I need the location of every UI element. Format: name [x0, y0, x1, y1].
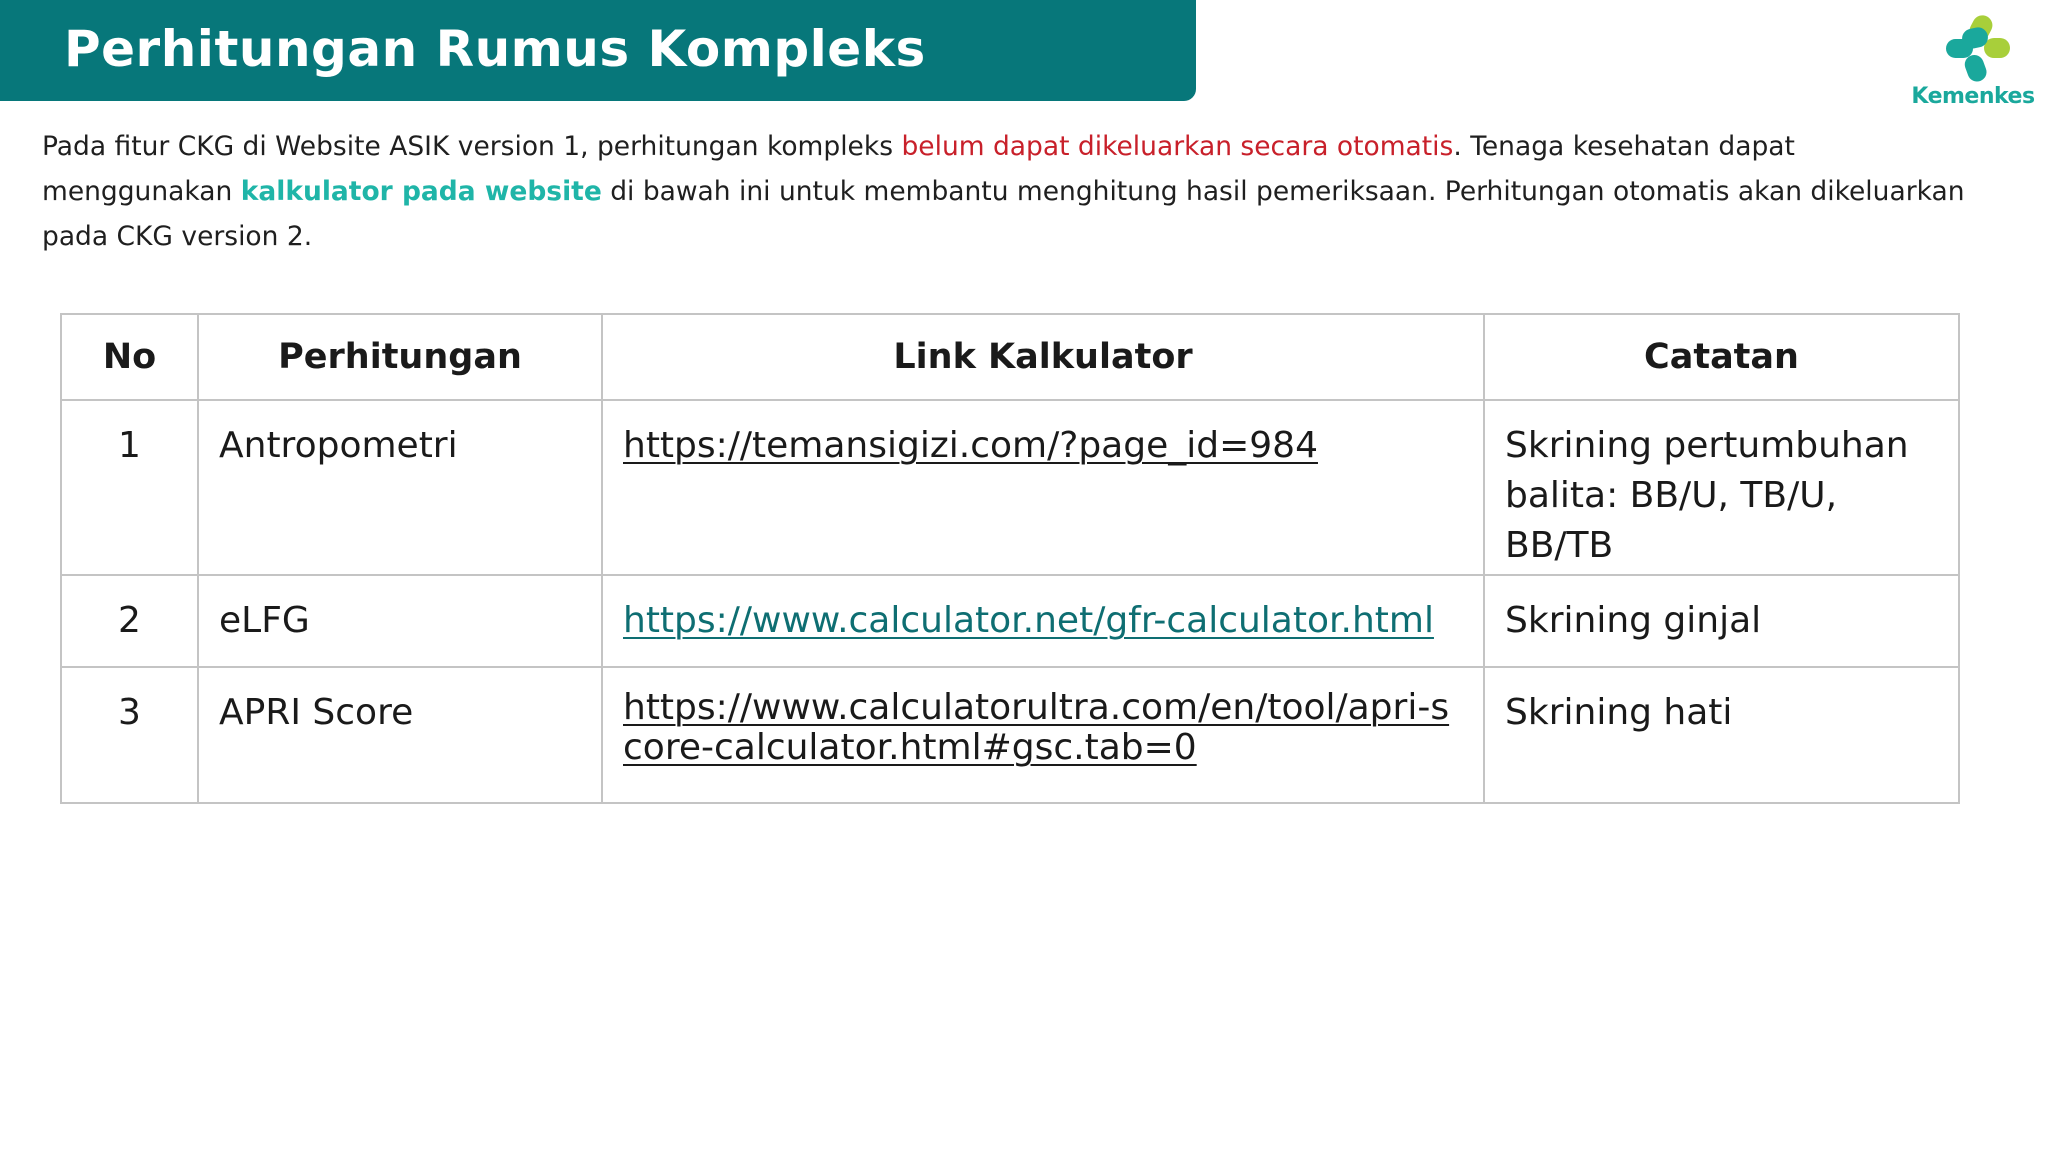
calculator-table [60, 313, 1960, 804]
intro-paragraph [42, 124, 1992, 259]
header-no: No [61, 314, 198, 400]
page-title: Perhitungan Rumus Kompleks [64, 19, 926, 78]
title-banner [0, 0, 1196, 101]
header-catatan: Catatan [1484, 314, 1959, 400]
row-number: 1 [61, 400, 198, 575]
calculator-link[interactable]: https://www.calculator.net/gfr-calculator.html [623, 600, 1434, 641]
link-cell [602, 667, 1484, 803]
calculation-name: eLFG [198, 575, 602, 667]
intro-text-3: di bawah ini untuk membantu menghitung hasil pemeriksaan. Perhitungan otomatis akan dikeluarkan pada CKG version 2. [42, 176, 1965, 252]
kemenkes-logo [1898, 8, 2048, 114]
table-row [61, 667, 1959, 803]
intro-text-2: . Tenaga kesehatan dapat menggunakan [42, 131, 1795, 207]
row-number: 3 [61, 667, 198, 803]
link-cell [602, 400, 1484, 575]
header-link-kalkulator: Link Kalkulator [602, 314, 1484, 400]
calculation-name: Antropometri [198, 400, 602, 575]
table-header-row [61, 314, 1959, 400]
calculation-name: APRI Score [198, 667, 602, 803]
row-number: 2 [61, 575, 198, 667]
note-cell: Skrining hati [1484, 667, 1959, 803]
link-cell [602, 575, 1484, 667]
logo-text: Kemenkes [1911, 84, 2035, 109]
calculator-link[interactable]: https://www.calculatorultra.com/en/tool/apri-score-calculator.html#gsc.tab=0 [623, 687, 1450, 768]
header-perhitungan: Perhitungan [198, 314, 602, 400]
kemenkes-flower-icon [1944, 12, 2012, 84]
intro-highlight-red: belum dapat dikeluarkan secara otomatis [901, 131, 1454, 162]
intro-text-1: Pada fitur CKG di Website ASIK version 1, perhitungan kompleks [42, 131, 902, 162]
intro-highlight-teal: kalkulator pada website [240, 176, 602, 207]
calculator-link[interactable]: https://temansigizi.com/?page_id=984 [623, 425, 1318, 466]
table-row [61, 400, 1959, 575]
note-cell: Skrining ginjal [1484, 575, 1959, 667]
note-cell: Skrining pertumbuhan balita: BB/U, TB/U, BB/TB [1484, 400, 1959, 575]
table-row [61, 575, 1959, 667]
